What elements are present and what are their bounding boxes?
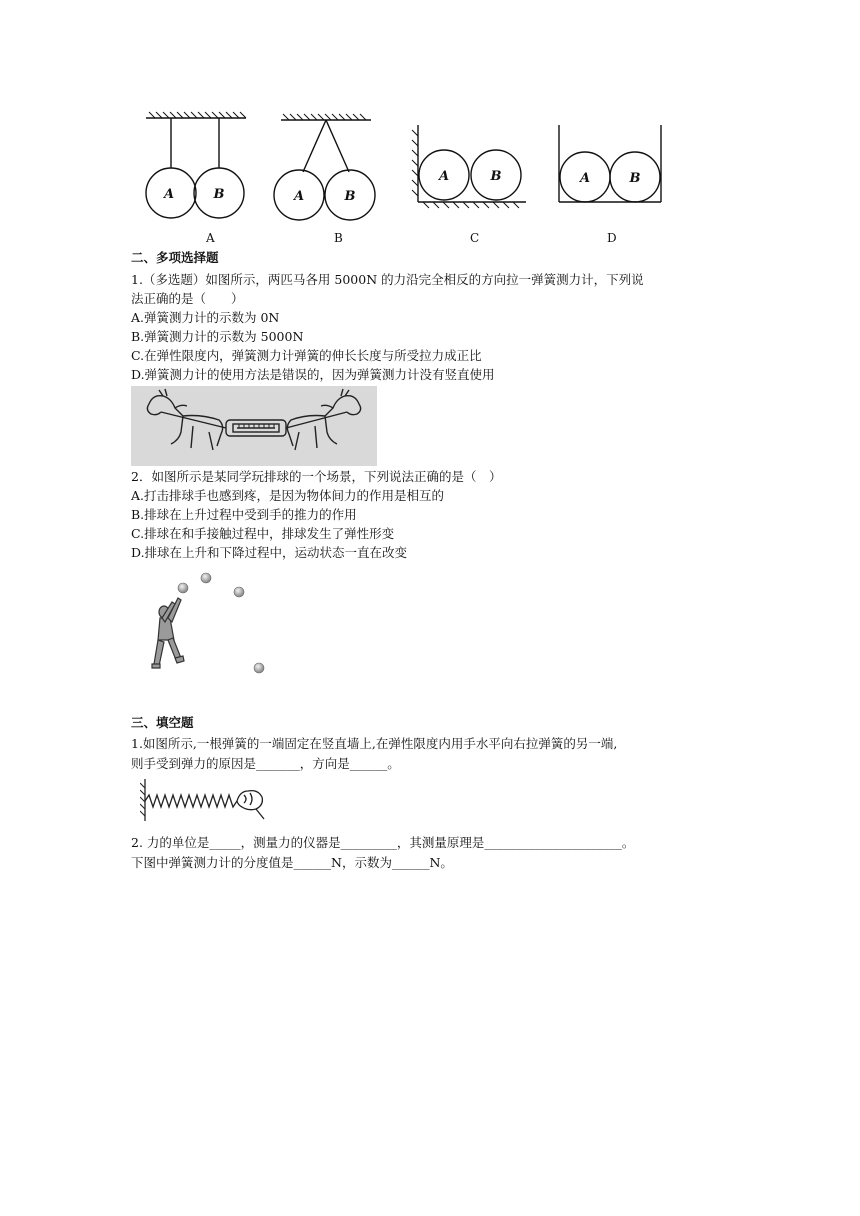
volleyball-player-figure <box>150 568 275 680</box>
fill-question-2-cont: 下图中弹簧测力计的分度值是______N，示数为______N。 <box>131 855 453 870</box>
question-2-stem: 2．如图所示是某同学玩排球的一个场景，下列说法正确的是（ ） <box>131 469 502 484</box>
question-2-option-c: C.排球在和手接触过程中，排球发生了弹性形变 <box>131 526 395 541</box>
section-heading-fill-in: 三、填空题 <box>131 715 194 730</box>
section-heading-multiple-choice: 二、多项选择题 <box>131 250 219 265</box>
figure-caption-d: D <box>607 231 617 245</box>
balls-figure <box>131 110 671 230</box>
ball-label: A <box>163 187 175 202</box>
ball-label: B <box>629 171 641 186</box>
question-2-option-b: B.排球在上升过程中受到手的推力的作用 <box>131 507 357 522</box>
fill-question-1: 1.如图所示,一根弹簧的一端固定在竖直墙上,在弹性限度内用手水平向右拉弹簧的另一端, <box>131 736 618 751</box>
figure-caption-a: A <box>206 231 215 245</box>
question-1-option-d: D.弹簧测力计的使用方法是错误的，因为弹簧测力计没有竖直使用 <box>131 367 495 382</box>
ball-label: A <box>579 171 591 186</box>
figure-caption-c: C <box>470 231 480 245</box>
question-2-option-d: D.排球在上升和下降过程中，运动状态一直在改变 <box>131 545 408 560</box>
fill-question-2: 2. 力的单位是_____，测量力的仪器是_________，其测量原理是______________________。 <box>131 835 635 850</box>
spring-wall-hand-figure <box>140 777 270 825</box>
ball-label: A <box>293 189 305 204</box>
question-1-stem: 1.（多选题）如图所示，两匹马各用 5000N 的力沿完全相反的方向拉一弹簧测力计，下列说 <box>131 272 644 287</box>
ball-label: B <box>344 189 356 204</box>
ball-label: B <box>213 187 225 202</box>
question-1-option-a: A.弹簧测力计的示数为 0N <box>131 310 280 325</box>
ball-label: A <box>438 169 450 184</box>
figure-caption-b: B <box>334 231 343 245</box>
question-1-stem-cont: 法正确的是（ ） <box>131 291 244 306</box>
question-1-option-b: B.弹簧测力计的示数为 5000N <box>131 329 304 344</box>
horses-spring-scale-figure <box>131 386 377 466</box>
question-1-option-c: C.在弹性限度内，弹簧测力计弹簧的伸长长度与所受拉力成正比 <box>131 348 482 363</box>
fill-question-1-cont: 则手受到弹力的原因是_______，方向是______。 <box>131 756 400 771</box>
question-2-option-a: A.打击排球手也感到疼，是因为物体间力的作用是相互的 <box>131 488 445 503</box>
ball-label: B <box>490 169 502 184</box>
